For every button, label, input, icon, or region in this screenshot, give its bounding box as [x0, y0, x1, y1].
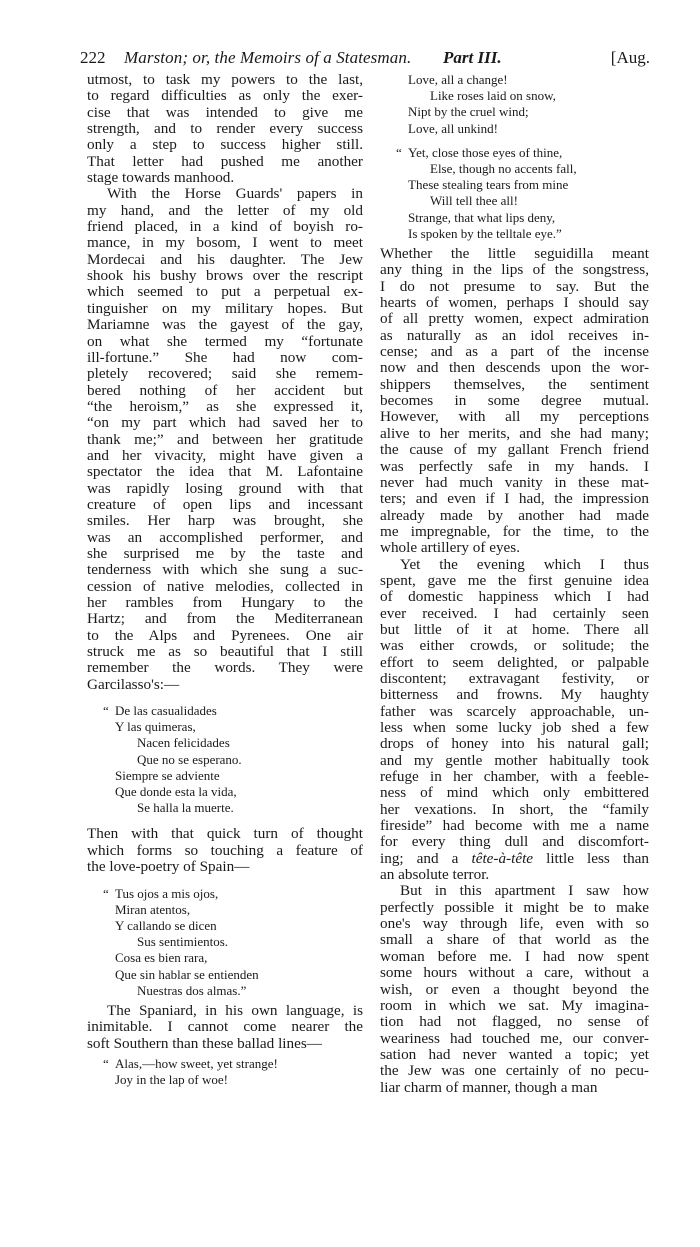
text-line: But in this apartment I saw how [400, 882, 649, 900]
text-line: Yet the evening which I thus [400, 555, 649, 573]
verse-line: Sus sentimientos. [137, 934, 229, 950]
text-line: some hours without a care, without a [380, 964, 649, 982]
paragraph [380, 883, 649, 1095]
text-line: as naturally as an idol receives in- [380, 326, 649, 344]
verse-stanza [103, 1055, 363, 1088]
text-line: soft Southern than these ballad lines— [87, 1034, 322, 1052]
verse-stanza [103, 885, 363, 999]
running-header [80, 48, 650, 70]
text-line: spectator the idea that M. Lafontaine [87, 463, 363, 481]
text-line: hearts of women, perhaps I should say [380, 294, 649, 312]
text-line: one's way through life, even with so [380, 915, 649, 933]
verse-stanza [103, 703, 363, 816]
text-line: was an accomplished performer, and [87, 528, 363, 546]
verse-line: Love, all unkind! [408, 120, 498, 136]
text-line: friend placed, in a kind of boyish ro- [87, 218, 363, 236]
verse-line: Joy in the lap of woe! [115, 1072, 229, 1088]
text-line: Mariamne was the gayest of the gay, [87, 316, 363, 334]
text-line: inimitable. I cannot come nearer the [87, 1018, 363, 1036]
text-line: bitterness and frowns. My haughty [380, 686, 649, 704]
verse-line: “ Yet, close those eyes of thine, [396, 144, 563, 160]
text-line: pletely recovered; said she remem- [87, 365, 363, 383]
paragraph [380, 557, 649, 851]
text-line: of domestic happiness which I had [380, 588, 649, 606]
text-line: less when some lucky job shed a few [380, 719, 649, 736]
text-line: Whether the little seguidilla meant [380, 245, 649, 263]
text-line: tinguisher on my military hopes. But [87, 299, 363, 317]
text-line: was rapidly losing ground with that [87, 479, 363, 497]
text-line: bered nothing of her accident but [87, 381, 363, 399]
text-line: only a step to success higher still. [87, 136, 363, 154]
text-line: an absolute terror. [380, 866, 490, 884]
text-line: smiles. Her harp was brought, she [87, 512, 363, 530]
verse-line: Will tell thee all! [430, 193, 518, 209]
text-line: now and then descends upon the wor- [380, 359, 649, 377]
right-column [380, 72, 649, 1096]
page-number: 222 [80, 48, 106, 67]
text-line: utmost, to task my powers to the last, [87, 71, 363, 88]
paragraph [87, 826, 363, 875]
text-line: cession of native melodies, collected in [87, 577, 363, 595]
text-line: ing; and a tête-à-tête little less than [380, 849, 649, 867]
paragraph [380, 246, 649, 557]
text-line: her rambles from Hungary to the [87, 594, 363, 611]
text-line: spent, gave me the first genuine idea [380, 571, 649, 589]
verse-line: Nuestras dos almas.” [137, 982, 247, 998]
running-title: Marston; or, the Memoirs of a Statesman. [124, 48, 412, 67]
text-line: for every thing dull and discomfort- [380, 833, 649, 851]
paragraph [87, 186, 363, 693]
text-line: weariness had touched me, our conver- [380, 1029, 649, 1047]
text-line: shook his bushy brows over the rescript [87, 267, 363, 285]
text-line: the Jew was one certainly of no pecu- [380, 1062, 649, 1080]
text-line: already made by another had made [380, 506, 649, 524]
part-label: Part III. [443, 48, 502, 67]
verse-line: These stealing tears from mine [408, 177, 569, 193]
text-line: shippers themselves, the sentiment [380, 375, 649, 393]
text-line: ill-fortune.” She had now com- [87, 348, 363, 366]
text-line: cise that was intended to give me [87, 103, 363, 121]
verse-stanza [396, 144, 649, 242]
verse-line: “ De las casualidades [103, 703, 217, 719]
text-line: on what she termed my “fortunate [87, 332, 363, 350]
text-line: fireside” had become with me a name [380, 817, 649, 835]
verse-stanza [408, 72, 649, 137]
text-line: refuge in her chamber, with a feeble- [380, 768, 649, 786]
text-line: was either crowds, or solitude; the [380, 637, 649, 655]
verse-line: Love, all a change! [408, 72, 508, 87]
verse-line: “ Alas,—how sweet, yet strange! [103, 1055, 278, 1071]
text-line: “the heroism,” as she expressed it, [87, 397, 363, 415]
text-line: which forms so touching a feature of [87, 841, 363, 859]
text-line: room in which we sat. My imagina- [380, 996, 649, 1014]
text-line: struck me as so beautiful that I still [87, 643, 363, 661]
verse-line: Que no se esperano. [137, 751, 242, 767]
text-line: Then with that quick turn of thought [87, 825, 363, 843]
text-line: ness of mind which only embittered [380, 784, 649, 802]
text-line: tenderness with which she sung a suc- [87, 561, 363, 579]
text-line: strength, and to render every success [87, 120, 363, 138]
text-line: which seemed to put a perpetual ex- [87, 283, 363, 301]
text-line: wish, or even a thought beyond the [380, 980, 649, 998]
paragraph [87, 72, 363, 186]
text-line: was perfectly safe in my hands. I [380, 457, 649, 475]
text-line: ters; and even if I had, the impression [380, 490, 649, 508]
text-line: However, with all my perceptions [380, 408, 649, 426]
text-line: but little of it at home. There all [380, 620, 649, 638]
text-line: cense; and as a part of the incense [380, 343, 649, 361]
text-line: my hand, and the letter of my old [87, 201, 363, 219]
text-line: The Spaniard, in his own language, is [107, 1001, 363, 1019]
verse-line: Que donde esta la vida, [115, 784, 237, 800]
text-line: alive to her merits, and she had many; [380, 424, 649, 442]
text-line: to the Alps and Pyrenees. One air [87, 626, 363, 644]
text-line: mance, in my bosom, I went to meet [87, 234, 363, 252]
text-line: woman before me. I had now spent [380, 947, 649, 965]
verse-line: Siempre se adviente [115, 767, 220, 783]
verse-line: Y callando se dicen [115, 917, 217, 933]
left-column [87, 72, 363, 1088]
text-line: her vexations. In short, the “family [380, 800, 649, 818]
text-line: ever received. I had certainly seen [380, 604, 649, 622]
paragraph [380, 867, 649, 883]
text-line: to regard difficulties as only the exer- [87, 87, 363, 105]
text-line: Garcilasso's:— [87, 675, 180, 693]
text-line: she surprised me by the taste and [87, 544, 363, 562]
text-line: small a share of that world as the [380, 931, 649, 949]
text-line: any thing in the lips of the songstress, [380, 261, 649, 279]
verse-line: “ Tus ojos a mis ojos, [103, 885, 219, 901]
text-line: stage towards manhood. [87, 169, 235, 187]
verse-line: Cosa es bien rara, [115, 950, 208, 966]
text-line: “on my part which had saved her to [87, 414, 363, 432]
text-line: father was scarcely approachable, un- [380, 702, 649, 720]
paragraph [380, 851, 649, 867]
text-line: me impregnable, for the time, to the [380, 522, 649, 540]
text-line: Mordecai and his daughter. The Jew [87, 250, 363, 268]
verse-line: Miran atentos, [115, 901, 191, 917]
text-line: sation had never wanted a topic; yet [380, 1045, 649, 1063]
text-line: of all pretty women, expect admiration [380, 310, 649, 328]
verse-line: Is spoken by the telltale eye.” [408, 225, 562, 241]
text-line: I do not presume to say. But the [380, 277, 649, 295]
text-line: the love-poetry of Spain— [87, 858, 250, 876]
text-line: the cause of my gallant French friend [380, 441, 649, 459]
text-line: and my gentle mother habitually took [380, 751, 649, 769]
text-line: perfectly possible it might be to make [380, 898, 649, 916]
paragraph [87, 1003, 363, 1052]
text-line: tion had not flagged, no sense of [380, 1013, 649, 1031]
text-line: never had much vanity in these mat- [380, 473, 649, 491]
text-line: discontent; extravagant festivity, or [380, 669, 649, 687]
italic-phrase: tête-à-tête [471, 849, 534, 867]
text-line: becomes in some degree mutual. [380, 392, 649, 410]
text-line: liar charm of manner, though a man [380, 1078, 598, 1096]
text-line: and her vivacity, might have given a [87, 446, 363, 464]
verse-line: Se halla la muerte. [137, 800, 234, 816]
verse-line: Strange, that what lips deny, [408, 209, 556, 225]
text-line: With the Horse Guards' papers in [107, 185, 363, 203]
verse-line: Nipt by the cruel wind; [408, 104, 529, 120]
verse-line: Nacen felicidades [137, 735, 230, 751]
text-line: remember the words. They were [87, 659, 363, 677]
text-line: drops of honey into his natural gall; [380, 735, 649, 753]
text-line: whole artillery of eyes. [380, 539, 521, 557]
text-line: That letter had pushed me another [87, 152, 363, 170]
verse-line: Else, though no accents fall, [430, 161, 577, 177]
text-line: thank me;” and between her gratitude [87, 430, 363, 448]
issue-month: [Aug. [610, 48, 650, 67]
text-line: Hartz; and from the Mediterranean [87, 610, 363, 628]
text-line: effort to seem delighted, or palpable [380, 653, 649, 671]
verse-line: Like roses laid on snow, [430, 88, 556, 104]
verse-line: Y las quimeras, [115, 719, 196, 735]
verse-line: Que sin hablar se entienden [115, 966, 259, 982]
text-line: creature of open lips and incessant [87, 495, 363, 513]
